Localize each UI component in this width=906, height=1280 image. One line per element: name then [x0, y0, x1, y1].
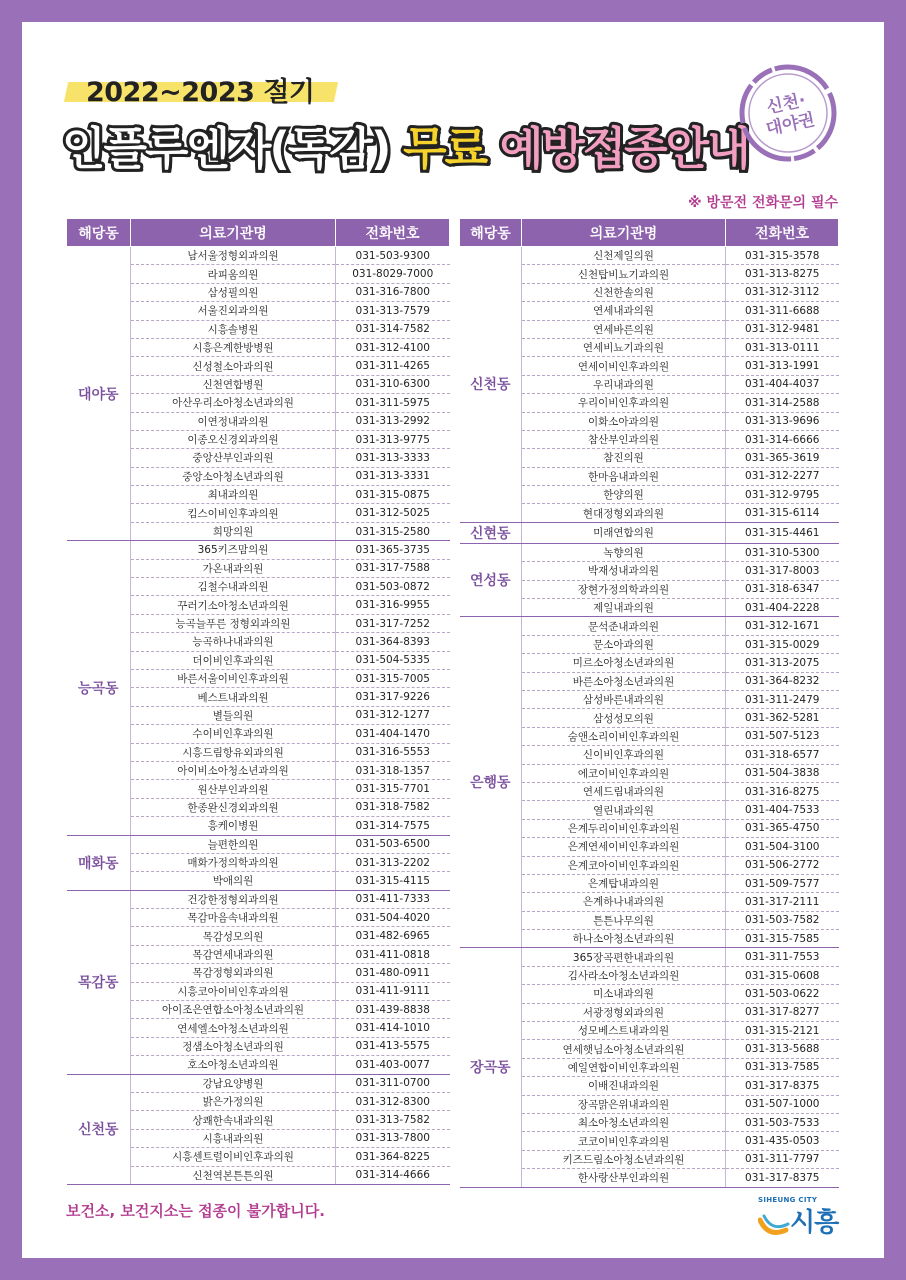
siheung-city-logo	[758, 1196, 842, 1242]
clinic-name-cell: 능곡하나내과의원	[131, 633, 336, 651]
clinic-name-cell: 미르소아청소년과의원	[522, 654, 726, 672]
clinic-phone-cell: 031-482-6965	[336, 927, 450, 945]
clinic-phone-cell: 031-362-5281	[726, 709, 839, 727]
clinic-phone-cell: 031-364-8232	[726, 672, 839, 690]
clinic-name-cell: 라피움의원	[131, 265, 336, 283]
clinic-name-cell: 정샘소아청소년과의원	[131, 1037, 336, 1055]
header-dong: 해당동	[67, 219, 131, 247]
clinic-phone-cell: 031-506-2772	[726, 856, 839, 874]
clinic-phone-cell: 031-314-7575	[336, 817, 450, 835]
clinic-name-cell: 연세내과의원	[522, 302, 726, 320]
clinic-phone-cell: 031-318-6347	[726, 580, 839, 598]
clinic-phone-cell: 031-503-7533	[726, 1113, 839, 1131]
call-ahead-notice: ※ 방문전 전화문의 필수	[688, 195, 838, 211]
clinic-phone-cell: 031-312-1671	[726, 617, 839, 635]
header-clinic-name: 의료기관명	[522, 219, 726, 247]
clinic-phone-cell: 031-315-2580	[336, 522, 450, 540]
clinic-phone-cell: 031-318-6577	[726, 746, 839, 764]
clinic-phone-cell: 031-364-8393	[336, 633, 450, 651]
clinic-name-cell: 신이비인후과의원	[522, 746, 726, 764]
clinic-name-cell: 호소아청소년과의원	[131, 1056, 336, 1074]
clinic-row	[67, 247, 450, 265]
clinic-name-cell: 밝은가정의원	[131, 1092, 336, 1110]
clinic-name-cell: 365키즈맘의원	[131, 541, 336, 559]
clinic-name-cell: 삼성필의원	[131, 283, 336, 301]
clinic-row	[67, 541, 450, 559]
clinic-phone-cell: 031-480-0911	[336, 964, 450, 982]
clinic-phone-cell: 031-318-7582	[336, 798, 450, 816]
clinic-name-cell: 중앙산부인과의원	[131, 449, 336, 467]
clinic-name-cell: 이화소아과의원	[522, 412, 726, 430]
dong-cell: 연성동	[460, 543, 522, 617]
clinic-phone-cell: 031-310-6300	[336, 375, 450, 393]
clinic-name-cell: 신천연합병원	[131, 375, 336, 393]
clinic-phone-cell: 031-414-1010	[336, 1019, 450, 1037]
clinic-name-cell: 미래연합의원	[522, 522, 726, 543]
clinic-name-cell: 현대정형외과의원	[522, 504, 726, 522]
page-title	[62, 112, 749, 177]
clinic-phone-cell: 031-312-9481	[726, 320, 839, 338]
clinic-phone-cell: 031-404-1470	[336, 725, 450, 743]
header-clinic-name: 의료기관명	[131, 219, 336, 247]
clinic-phone-cell: 031-313-7585	[726, 1058, 839, 1076]
clinic-phone-cell: 031-365-3735	[336, 541, 450, 559]
clinic-phone-cell: 031-314-4666	[336, 1166, 450, 1184]
clinic-row	[67, 1074, 450, 1092]
clinic-name-cell: 시흥솔병원	[131, 320, 336, 338]
clinic-table-left-body	[67, 247, 450, 1185]
clinic-name-cell: 은계연세이비인후과의원	[522, 838, 726, 856]
dong-cell: 신천동	[67, 1074, 131, 1184]
clinic-name-cell: 녹향의원	[522, 543, 726, 561]
clinic-phone-cell: 031-315-7005	[336, 669, 450, 687]
clinic-name-cell: 킴스이비인후과의원	[131, 504, 336, 522]
clinic-name-cell: 신천제일의원	[522, 247, 726, 265]
clinic-name-cell: 신성철소아과의원	[131, 357, 336, 375]
clinic-name-cell: 숨앤소리이비인후과의원	[522, 727, 726, 745]
dong-cell: 은행동	[460, 617, 522, 948]
clinic-row	[67, 835, 450, 853]
clinic-phone-cell: 031-317-8375	[726, 1077, 839, 1095]
clinic-phone-cell: 031-313-2202	[336, 853, 450, 871]
clinic-name-cell: 우리이비인후과의원	[522, 394, 726, 412]
clinic-phone-cell: 031-315-7701	[336, 780, 450, 798]
clinic-phone-cell: 031-317-7588	[336, 559, 450, 577]
clinic-row	[67, 890, 450, 908]
clinic-name-cell: 신천탑비뇨기과의원	[522, 265, 726, 283]
clinic-phone-cell: 031-317-7252	[336, 614, 450, 632]
logo-smile-icon	[758, 1210, 792, 1240]
clinic-name-cell: 서울진외과의원	[131, 302, 336, 320]
clinic-name-cell: 우리내과의원	[522, 375, 726, 393]
clinic-phone-cell: 031-314-7582	[336, 320, 450, 338]
clinic-phone-cell: 031-507-5123	[726, 727, 839, 745]
clinic-row	[460, 617, 839, 635]
clinic-phone-cell: 031-504-3838	[726, 764, 839, 782]
clinic-phone-cell: 031-311-7797	[726, 1150, 839, 1168]
season-subtitle	[66, 70, 314, 109]
clinic-phone-cell: 031-312-5025	[336, 504, 450, 522]
clinic-phone-cell: 031-313-5688	[726, 1040, 839, 1058]
clinic-name-cell: 박재성내과의원	[522, 562, 726, 580]
clinic-phone-cell: 031-364-8225	[336, 1148, 450, 1166]
clinic-phone-cell: 031-312-1277	[336, 706, 450, 724]
clinic-name-cell: 연세햇님소아청소년과의원	[522, 1040, 726, 1058]
clinic-name-cell: 한사랑산부인과의원	[522, 1169, 726, 1187]
clinic-name-cell: 한마음내과의원	[522, 467, 726, 485]
clinic-phone-cell: 031-316-5553	[336, 743, 450, 761]
clinic-phone-cell: 031-507-1000	[726, 1095, 839, 1113]
clinic-phone-cell: 031-315-7585	[726, 930, 839, 948]
clinic-phone-cell: 031-318-1357	[336, 761, 450, 779]
clinic-name-cell: 한종완신경외과의원	[131, 798, 336, 816]
clinic-phone-cell: 031-312-3112	[726, 283, 839, 301]
clinic-phone-cell: 031-411-0818	[336, 945, 450, 963]
clinic-name-cell: 목감연세내과의원	[131, 945, 336, 963]
clinic-name-cell: 열린내과의원	[522, 801, 726, 819]
clinic-phone-cell: 031-435-0503	[726, 1132, 839, 1150]
clinic-name-cell: 코코이비인후과의원	[522, 1132, 726, 1150]
dong-cell: 능곡동	[67, 541, 131, 835]
clinic-phone-cell: 031-314-2588	[726, 394, 839, 412]
clinic-phone-cell: 031-312-9795	[726, 486, 839, 504]
clinic-phone-cell: 031-317-8003	[726, 562, 839, 580]
clinic-name-cell: 김철수내과의원	[131, 578, 336, 596]
clinic-phone-cell: 031-439-8838	[336, 1001, 450, 1019]
subtitle-text: 2022~2023 절기	[86, 77, 315, 108]
clinic-phone-cell: 031-403-0077	[336, 1056, 450, 1074]
clinic-phone-cell: 031-317-2111	[726, 893, 839, 911]
clinic-name-cell: 은계하나내과의원	[522, 893, 726, 911]
header-dong: 해당동	[460, 219, 522, 247]
title-part-guide: 예방접종안내	[499, 122, 749, 175]
clinic-name-cell: 남서울정형외과의원	[131, 247, 336, 265]
clinic-phone-cell: 031-313-7579	[336, 302, 450, 320]
clinic-phone-cell: 031-503-6500	[336, 835, 450, 853]
clinic-name-cell: 흥케이병원	[131, 817, 336, 835]
clinic-name-cell: 박애의원	[131, 872, 336, 890]
dong-cell: 신현동	[460, 522, 522, 543]
clinic-phone-cell: 031-313-3331	[336, 467, 450, 485]
clinic-phone-cell: 031-311-7553	[726, 948, 839, 966]
clinic-phone-cell: 031-315-4461	[726, 522, 839, 543]
clinic-name-cell: 꾸러기소아청소년과의원	[131, 596, 336, 614]
clinic-phone-cell: 031-312-8300	[336, 1092, 450, 1110]
clinic-phone-cell: 031-503-9300	[336, 247, 450, 265]
clinic-name-cell: 하나소아청소년과의원	[522, 930, 726, 948]
clinic-name-cell: 건강한정형외과의원	[131, 890, 336, 908]
clinic-name-cell: 서광정형외과의원	[522, 1003, 726, 1021]
clinic-phone-cell: 031-311-4265	[336, 357, 450, 375]
clinic-name-cell: 365장곡편한내과의원	[522, 948, 726, 966]
clinic-name-cell: 아이조은연합소아청소년과의원	[131, 1001, 336, 1019]
region-stamp	[737, 62, 839, 164]
clinic-name-cell: 상쾌한속내과의원	[131, 1111, 336, 1129]
clinic-name-cell: 목감정형외과의원	[131, 964, 336, 982]
clinic-phone-cell: 031-365-3619	[726, 449, 839, 467]
clinic-name-cell: 참진의원	[522, 449, 726, 467]
clinic-name-cell: 삼성성모의원	[522, 709, 726, 727]
clinic-phone-cell: 031-365-4750	[726, 819, 839, 837]
clinic-name-cell: 튼튼나무의원	[522, 911, 726, 929]
clinic-phone-cell: 031-315-0029	[726, 635, 839, 653]
clinic-name-cell: 신천역본튼튼의원	[131, 1166, 336, 1184]
clinic-phone-cell: 031-503-0872	[336, 578, 450, 596]
clinic-phone-cell: 031-317-9226	[336, 688, 450, 706]
title-part-flu: 인플루엔자(독감)	[62, 122, 390, 175]
dong-cell: 장곡동	[460, 948, 522, 1187]
clinic-phone-cell: 031-404-4037	[726, 375, 839, 393]
clinic-name-cell: 참산부인과의원	[522, 430, 726, 448]
clinic-phone-cell: 031-313-1991	[726, 357, 839, 375]
clinic-phone-cell: 031-503-7582	[726, 911, 839, 929]
clinic-phone-cell: 031-313-9775	[336, 430, 450, 448]
clinic-phone-cell: 031-315-0608	[726, 966, 839, 984]
clinic-name-cell: 은계코아이비인후과의원	[522, 856, 726, 874]
dong-cell: 신천동	[460, 247, 522, 523]
clinic-phone-cell: 031-316-7800	[336, 283, 450, 301]
clinic-phone-cell: 031-316-9955	[336, 596, 450, 614]
clinic-phone-cell: 031-311-2479	[726, 690, 839, 708]
clinic-name-cell: 연세비뇨기과의원	[522, 338, 726, 356]
clinic-name-cell: 문소아과의원	[522, 635, 726, 653]
clinic-name-cell: 연세이비인후과의원	[522, 357, 726, 375]
clinic-phone-cell: 031-411-7333	[336, 890, 450, 908]
clinic-phone-cell: 031-315-2121	[726, 1022, 839, 1040]
clinic-name-cell: 최내과의원	[131, 486, 336, 504]
clinic-name-cell: 희망의원	[131, 522, 336, 540]
clinic-name-cell: 바른서울이비인후과의원	[131, 669, 336, 687]
clinic-phone-cell: 031-404-2228	[726, 599, 839, 617]
clinic-phone-cell: 031-315-0875	[336, 486, 450, 504]
clinic-phone-cell: 031-313-7800	[336, 1129, 450, 1147]
clinic-phone-cell: 031-313-3333	[336, 449, 450, 467]
clinic-name-cell: 목감성모의원	[131, 927, 336, 945]
clinic-table-right-body	[460, 247, 839, 1188]
clinic-name-cell: 시흥센트럴이비인후과의원	[131, 1148, 336, 1166]
clinic-phone-cell: 031-317-8277	[726, 1003, 839, 1021]
clinic-phone-cell: 031-315-6114	[726, 504, 839, 522]
clinic-phone-cell: 031-312-4100	[336, 338, 450, 356]
clinic-phone-cell: 031-503-0622	[726, 985, 839, 1003]
clinic-name-cell: 이종오신경외과의원	[131, 430, 336, 448]
clinic-name-cell: 에코이비인후과의원	[522, 764, 726, 782]
clinic-name-cell: 은계탑내과의원	[522, 874, 726, 892]
clinic-name-cell: 목감마음속내과의원	[131, 909, 336, 927]
stamp-line-1: 신천·	[764, 90, 808, 119]
clinic-phone-cell: 031-504-5335	[336, 651, 450, 669]
dong-cell: 목감동	[67, 890, 131, 1074]
clinic-name-cell: 늘편한의원	[131, 835, 336, 853]
clinic-phone-cell: 031-313-7582	[336, 1111, 450, 1129]
clinic-phone-cell: 031-312-2277	[726, 467, 839, 485]
clinic-phone-cell: 031-316-8275	[726, 782, 839, 800]
clinic-phone-cell: 031-404-7533	[726, 801, 839, 819]
clinic-name-cell: 별들의원	[131, 706, 336, 724]
clinic-name-cell: 바른소아청소년과의원	[522, 672, 726, 690]
clinic-name-cell: 문석준내과의원	[522, 617, 726, 635]
clinic-table-left	[66, 218, 450, 1185]
clinic-name-cell: 최소아청소년과의원	[522, 1113, 726, 1131]
dong-cell: 대야동	[67, 247, 131, 541]
clinic-name-cell: 시흥내과의원	[131, 1129, 336, 1147]
clinic-phone-cell: 031-313-0111	[726, 338, 839, 356]
header-phone: 전화번호	[336, 219, 450, 247]
clinic-name-cell: 미소내과의원	[522, 985, 726, 1003]
clinic-row	[460, 543, 839, 561]
clinic-phone-cell: 031-313-2992	[336, 412, 450, 430]
clinic-name-cell: 삼성바른내과의원	[522, 690, 726, 708]
footer-note: 보건소, 보건지소는 접종이 불가합니다.	[66, 1202, 325, 1220]
clinic-phone-cell: 031-315-4115	[336, 872, 450, 890]
clinic-phone-cell: 031-313-2075	[726, 654, 839, 672]
clinic-name-cell: 시흥드림항유외과의원	[131, 743, 336, 761]
clinic-name-cell: 능곡늘푸른 정형외과의원	[131, 614, 336, 632]
clinic-name-cell: 매화가정의학과의원	[131, 853, 336, 871]
clinic-name-cell: 중앙소아청소년과의원	[131, 467, 336, 485]
clinic-name-cell: 아이비소아청소년과의원	[131, 761, 336, 779]
clinic-name-cell: 연세드림내과의원	[522, 782, 726, 800]
clinic-phone-cell: 031-310-5300	[726, 543, 839, 561]
clinic-name-cell: 연세바른의원	[522, 320, 726, 338]
clinic-row	[460, 948, 839, 966]
clinic-phone-cell: 031-311-0700	[336, 1074, 450, 1092]
clinic-phone-cell: 031-317-8375	[726, 1169, 839, 1187]
clinic-phone-cell: 031-509-7577	[726, 874, 839, 892]
clinic-name-cell: 이배진내과의원	[522, 1077, 726, 1095]
clinic-name-cell: 아산우리소아청소년과의원	[131, 394, 336, 412]
clinic-name-cell: 연세엘소아청소년과의원	[131, 1019, 336, 1037]
clinic-name-cell: 강남요양병원	[131, 1074, 336, 1092]
clinic-phone-cell: 031-314-6666	[726, 430, 839, 448]
clinic-row	[460, 247, 839, 265]
clinic-phone-cell: 031-411-9111	[336, 982, 450, 1000]
clinic-name-cell: 시흥은계한방병원	[131, 338, 336, 356]
logo-english-text: SIHEUNG CITY	[758, 1196, 818, 1204]
clinic-phone-cell: 031-313-8275	[726, 265, 839, 283]
clinic-name-cell: 베스트내과의원	[131, 688, 336, 706]
clinic-phone-cell: 031-315-3578	[726, 247, 839, 265]
clinic-name-cell: 예일연합이비인후과의원	[522, 1058, 726, 1076]
clinic-phone-cell: 031-311-6688	[726, 302, 839, 320]
clinic-name-cell: 장현가정의학과의원	[522, 580, 726, 598]
clinic-name-cell: 키즈드림소아청소년과의원	[522, 1150, 726, 1168]
clinic-name-cell: 시흥코아이비인후과의원	[131, 982, 336, 1000]
clinic-name-cell: 신천한솔의원	[522, 283, 726, 301]
clinic-name-cell: 원산부인과의원	[131, 780, 336, 798]
clinic-phone-cell: 031-504-4020	[336, 909, 450, 927]
clinic-name-cell: 수이비인후과의원	[131, 725, 336, 743]
header-phone: 전화번호	[726, 219, 839, 247]
clinic-name-cell: 장곡맑은위내과의원	[522, 1095, 726, 1113]
clinic-name-cell: 더이비인후과의원	[131, 651, 336, 669]
clinic-name-cell: 이연정내과의원	[131, 412, 336, 430]
clinic-name-cell: 성모베스트내과의원	[522, 1022, 726, 1040]
clinic-phone-cell: 031-413-5575	[336, 1037, 450, 1055]
clinic-name-cell: 은계두리이비인후과의원	[522, 819, 726, 837]
clinic-table-right	[459, 218, 839, 1188]
clinic-phone-cell: 031-8029-7000	[336, 265, 450, 283]
dong-cell: 매화동	[67, 835, 131, 890]
clinic-name-cell: 김사라소아청소년과의원	[522, 966, 726, 984]
clinic-phone-cell: 031-311-5975	[336, 394, 450, 412]
clinic-name-cell: 한양의원	[522, 486, 726, 504]
logo-korean-text: 시흥	[790, 1208, 839, 1238]
stamp-line-2: 대야권	[764, 109, 817, 140]
clinic-name-cell: 제일내과의원	[522, 599, 726, 617]
clinic-phone-cell: 031-504-3100	[726, 838, 839, 856]
clinic-name-cell: 가온내과의원	[131, 559, 336, 577]
clinic-phone-cell: 031-313-9696	[726, 412, 839, 430]
clinic-row	[460, 522, 839, 543]
title-part-free: 무료	[403, 122, 487, 175]
